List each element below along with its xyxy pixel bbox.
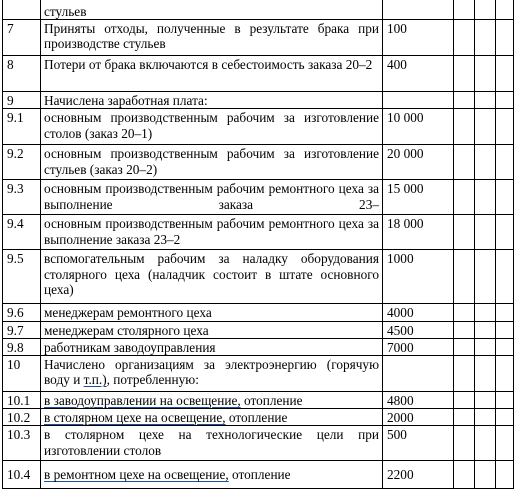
empty-cell [454, 321, 475, 338]
empty-cell [496, 0, 514, 20]
row-description: основным производственным рабочим ремонтного цеха за выполнение заказа 23–2 [41, 215, 383, 250]
description-text: Начислено организациям за электроэнергию (горячую воду и [44, 357, 379, 388]
row-value: 20 000 [383, 145, 454, 180]
empty-cell [475, 56, 496, 92]
row-value: 7000 [383, 338, 454, 355]
row-description [41, 409, 383, 426]
row-value [383, 0, 454, 20]
empty-cell [496, 409, 514, 426]
row-description: основным производственным рабочим за изготовление столов (заказ 20–1) [41, 109, 383, 145]
empty-cell [496, 356, 514, 392]
empty-cell [475, 461, 496, 489]
table-row [3, 409, 514, 426]
row-description: Приняты отходы, полученные в результате брака при производстве стульев [41, 20, 383, 56]
empty-cell [454, 92, 475, 109]
empty-cell [496, 392, 514, 409]
empty-cell [496, 56, 514, 92]
empty-cell [475, 92, 496, 109]
row-number: 10.4 [3, 461, 41, 489]
empty-cell [454, 338, 475, 355]
empty-cell [496, 338, 514, 355]
empty-cell [475, 215, 496, 250]
row-description [41, 356, 383, 392]
empty-cell [496, 250, 514, 304]
empty-cell [496, 109, 514, 145]
empty-cell [454, 56, 475, 92]
empty-cell [475, 109, 496, 145]
empty-cell [475, 426, 496, 461]
row-number: 9.2 [3, 145, 41, 180]
row-value: 4800 [383, 392, 454, 409]
row-number [3, 0, 41, 20]
empty-cell [454, 356, 475, 392]
table-row [3, 250, 514, 304]
row-description: основным производственным рабочим за изготовление стульев (заказ 20–2) [41, 145, 383, 180]
empty-cell [454, 392, 475, 409]
transactions-table [2, 0, 514, 489]
empty-cell [454, 145, 475, 180]
table-row [3, 20, 514, 56]
table-row [3, 180, 514, 215]
table-row [3, 356, 514, 392]
description-text: отопление [228, 467, 291, 483]
row-number: 9.7 [3, 321, 41, 338]
spellcheck-underlined-text: в столярном цехе на освещение, [44, 410, 226, 426]
empty-cell [454, 20, 475, 56]
row-value [383, 356, 454, 392]
empty-cell [496, 180, 514, 215]
empty-cell [454, 409, 475, 426]
description-text: , потребленную: [106, 372, 199, 388]
empty-cell [496, 145, 514, 180]
empty-cell [454, 215, 475, 250]
row-value: 15 000 [383, 180, 454, 215]
row-description: вспомогательным рабочим за наладку оборудования столярного цеха (наладчик состоит в штате основного цеха) [41, 250, 383, 304]
empty-cell [475, 250, 496, 304]
table-row [3, 392, 514, 409]
row-value: 10 000 [383, 109, 454, 145]
empty-cell [454, 426, 475, 461]
row-number: 9.5 [3, 250, 41, 304]
row-number: 9.1 [3, 109, 41, 145]
table-row [3, 92, 514, 109]
empty-cell [475, 321, 496, 338]
row-number: 10.3 [3, 426, 41, 461]
row-value: 4000 [383, 304, 454, 321]
row-number: 10.2 [3, 409, 41, 426]
empty-cell [454, 180, 475, 215]
row-description: основным производственным рабочим ремонтного цеха за выполнение заказа 23– [41, 180, 383, 215]
row-value: 2200 [383, 461, 454, 489]
table-row [3, 109, 514, 145]
empty-cell [496, 426, 514, 461]
row-value [383, 92, 454, 109]
row-value: 100 [383, 20, 454, 56]
row-number: 10.1 [3, 392, 41, 409]
table-row [3, 56, 514, 92]
table-row [3, 304, 514, 321]
description-text: отопление [240, 393, 303, 409]
empty-cell [454, 109, 475, 145]
table-row [3, 338, 514, 355]
empty-cell [496, 92, 514, 109]
empty-cell [475, 145, 496, 180]
row-number: 9 [3, 92, 41, 109]
empty-cell [475, 0, 496, 20]
row-number: 9.4 [3, 215, 41, 250]
empty-cell [454, 304, 475, 321]
empty-cell [496, 304, 514, 321]
table-row [3, 461, 514, 489]
row-description: менеджерам столярного цеха [41, 321, 383, 338]
row-description [41, 392, 383, 409]
table-row [3, 145, 514, 180]
row-description: стульев [41, 0, 383, 20]
description-text: отопление [225, 410, 288, 426]
row-value: 18 000 [383, 215, 454, 250]
empty-cell [454, 250, 475, 304]
row-description: в столярном цехе на технологические цели при изготовлении столов [41, 426, 383, 461]
row-value: 2000 [383, 409, 454, 426]
row-value: 4500 [383, 321, 454, 338]
empty-cell [475, 180, 496, 215]
row-description: менеджерам ремонтного цеха [41, 304, 383, 321]
empty-cell [475, 392, 496, 409]
row-number: 9.3 [3, 180, 41, 215]
row-number: 9.6 [3, 304, 41, 321]
row-description: Начислена заработная плата: [41, 92, 383, 109]
empty-cell [496, 321, 514, 338]
table-row [3, 426, 514, 461]
row-description [41, 461, 383, 489]
table-row [3, 0, 514, 20]
row-value: 400 [383, 56, 454, 92]
row-number: 10 [3, 356, 41, 392]
empty-cell [475, 356, 496, 392]
spellcheck-underlined-text: в заводоуправлении на освещение, [44, 393, 241, 409]
empty-cell [454, 0, 475, 20]
row-number: 7 [3, 20, 41, 56]
empty-cell [475, 338, 496, 355]
empty-cell [475, 304, 496, 321]
row-number: 9.8 [3, 338, 41, 355]
row-description: работникам заводоуправления [41, 338, 383, 355]
spellcheck-underlined-text: т.п.) [83, 372, 107, 388]
row-number: 8 [3, 56, 41, 92]
table-row [3, 321, 514, 338]
empty-cell [496, 215, 514, 250]
empty-cell [496, 461, 514, 489]
row-description: Потери от брака включаются в себестоимость заказа 20–2 [41, 56, 383, 92]
empty-cell [475, 20, 496, 56]
empty-cell [496, 20, 514, 56]
empty-cell [475, 409, 496, 426]
row-value: 1000 [383, 250, 454, 304]
spellcheck-underlined-text: в ремонтном цехе на освещение, [44, 467, 229, 483]
empty-cell [454, 461, 475, 489]
table-row [3, 215, 514, 250]
row-value: 500 [383, 426, 454, 461]
